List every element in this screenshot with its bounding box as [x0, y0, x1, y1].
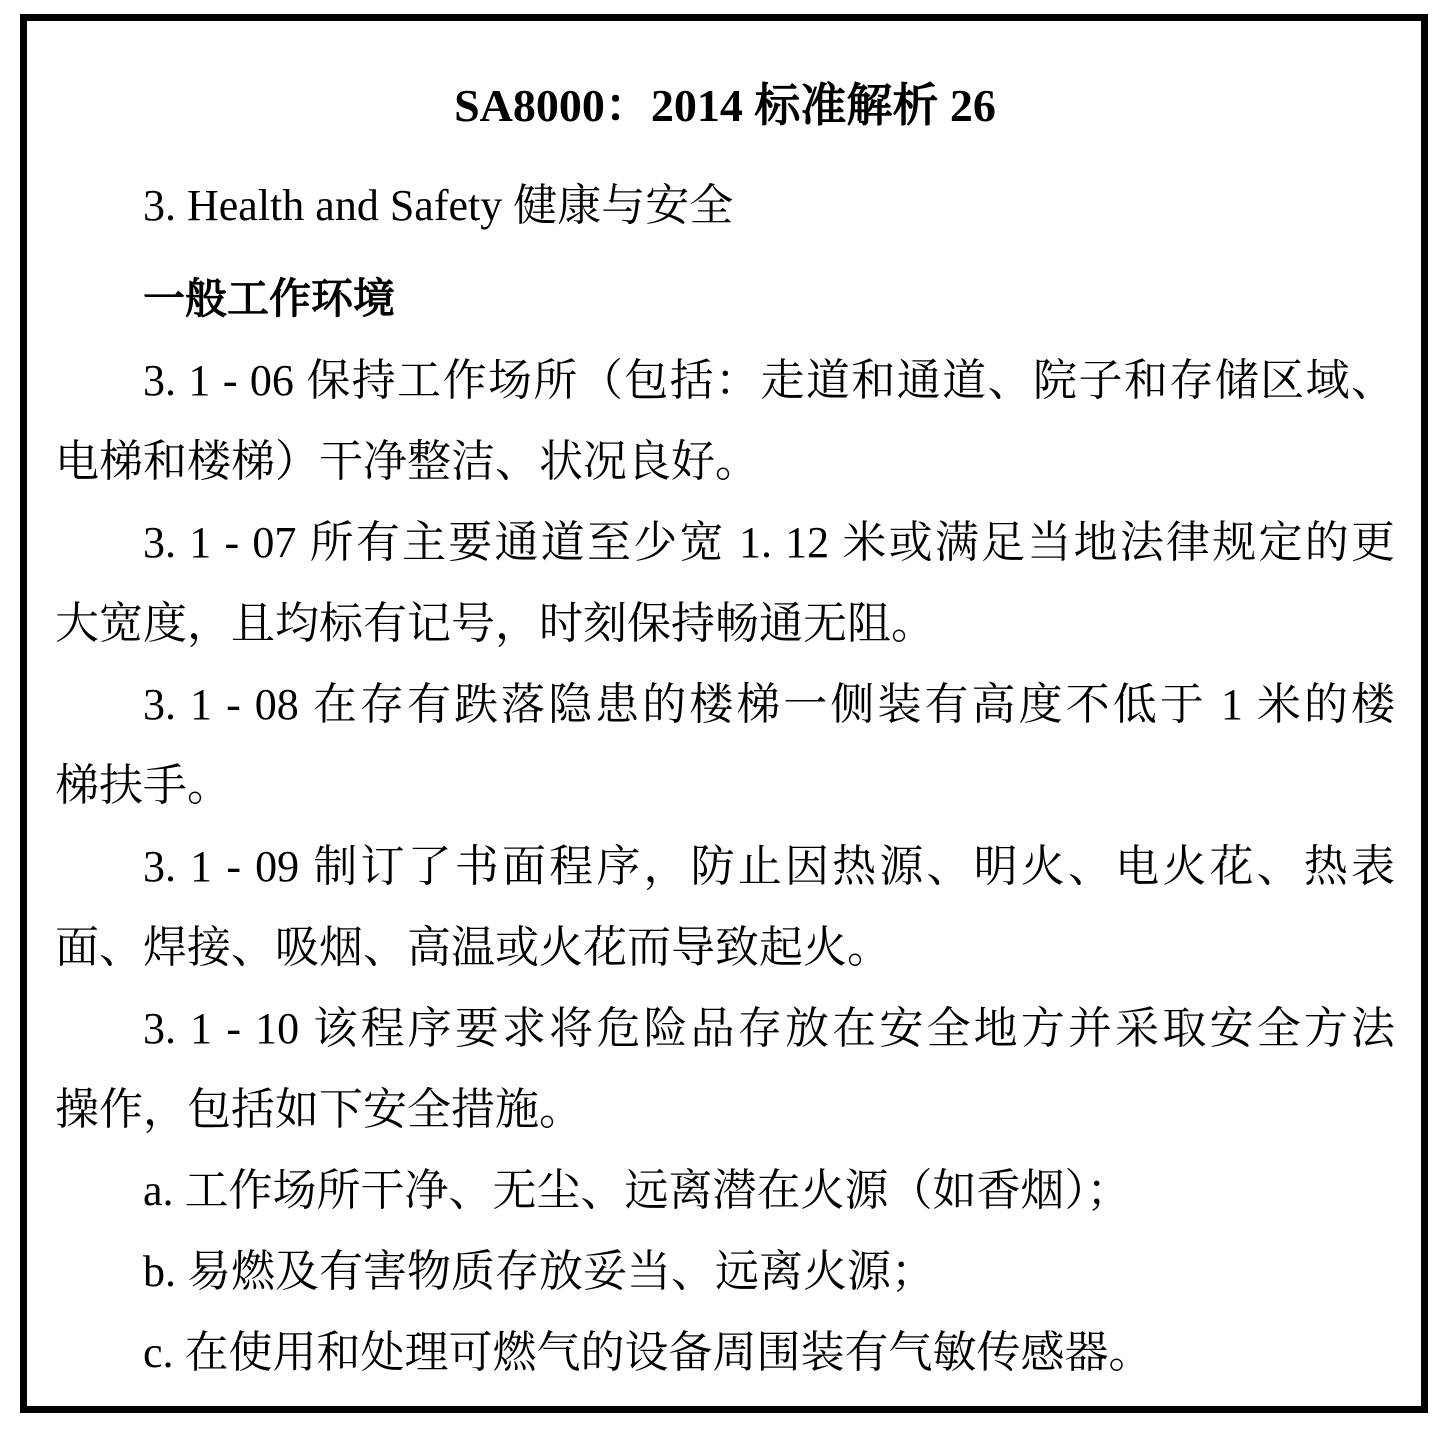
- page-border-frame: [20, 14, 1428, 1413]
- section-heading-health-safety: 3. Health and Safety 健康与安全: [143, 181, 734, 230]
- paragraph-3-1-09: [55, 826, 1395, 988]
- doc-title: SA8000：2014 标准解析 26: [454, 80, 996, 131]
- list-item-c: c. 在使用和处理可燃气的设备周围装有气敏传感器。: [143, 1328, 1153, 1377]
- paragraph-3-1-08: [55, 664, 1395, 826]
- subheading-general-work-environment: 一般工作环境: [143, 274, 396, 323]
- paragraph-block: [55, 340, 1395, 1393]
- paragraph-line: 3. 1 - 07 所有主要通道至少宽 1. 12 米或满足当地法律规定的更: [143, 518, 1395, 567]
- page-content: [27, 81, 1421, 1393]
- paragraph-3-1-06: [55, 340, 1395, 502]
- paragraph-line: 操作，包括如下安全措施。: [55, 1085, 583, 1134]
- paragraph-line: 3. 1 - 10 该程序要求将危险品存放在安全地方并采取安全方法: [143, 1004, 1395, 1053]
- paragraph-line: 面、焊接、吸烟、高温或火花而导致起火。: [55, 923, 891, 972]
- paragraph-line: 电梯和楼梯）干净整洁、状况良好。: [55, 437, 759, 486]
- paragraph-3-1-07: [55, 502, 1395, 664]
- paragraph-line: 3. 1 - 06 保持工作场所（包括：走道和通道、院子和存储区域、: [143, 356, 1395, 405]
- list-item-b: b. 易燃及有害物质存放妥当、远离火源；: [143, 1247, 935, 1296]
- paragraph-3-1-10: [55, 988, 1395, 1150]
- list-item-a: a. 工作场所干净、无尘、远离潜在火源（如香烟）；: [143, 1166, 1131, 1215]
- paragraph-line: 大宽度，且均标有记号，时刻保持畅通无阻。: [55, 599, 935, 648]
- paragraph-line: 3. 1 - 08 在存有跌落隐患的楼梯一侧装有高度不低于 1 米的楼: [143, 680, 1395, 729]
- paragraph-line: 3. 1 - 09 制订了书面程序，防止因热源、明火、电火花、热表: [143, 842, 1395, 891]
- paragraph-line: 梯扶手。: [55, 761, 231, 810]
